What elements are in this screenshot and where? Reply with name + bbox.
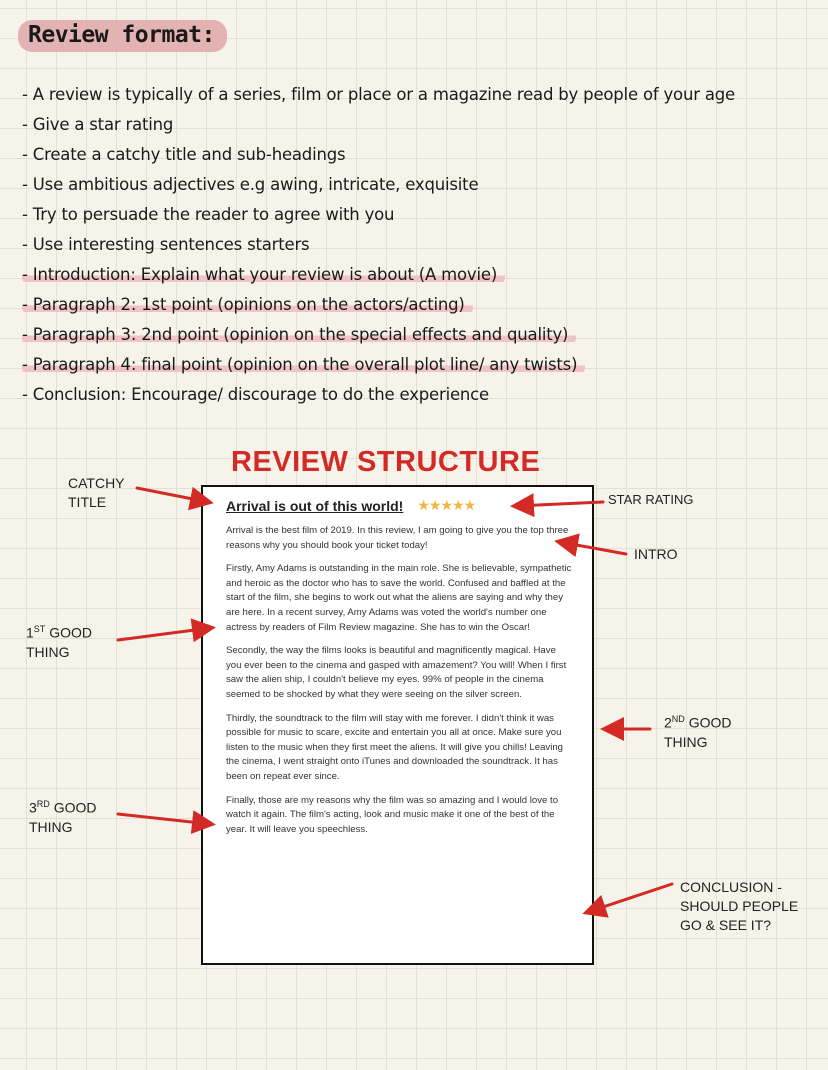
bullet-item: - Use ambitious adjectives e.g awing, intricate, exquisite xyxy=(22,175,479,194)
star-rating-icon: ★★★★★ xyxy=(417,497,476,513)
page-heading: Review format: xyxy=(18,20,227,52)
bullet-item-highlighted: - Paragraph 2: 1st point (opinions on the actors/acting) xyxy=(22,290,812,320)
bullet-item: - Create a catchy title and sub-headings xyxy=(22,145,346,164)
review-conclusion-paragraph: Finally, those are my reasons why the film was so amazing and I would love to watch it again. The film's acting, look and music make it one of the best of the year. It will leave you speechless. xyxy=(226,794,559,835)
bullet-item-highlighted: - Introduction: Explain what your review is about (A movie) xyxy=(22,260,812,290)
bullet-item: - Conclusion: Encourage/ discourage to do the experience xyxy=(22,385,489,404)
arrow-star-rating xyxy=(516,502,603,506)
review-paragraph-3: Thirdly, the soundtrack to the film will stay with me forever. I didn't think it was possible for music to scare, excite and entertain you all at once. Make sure you listen to the music when they first meet the aliens. It will give you chills! Leaving the cinema, I went straight onto iTunes and downloaded the soundtrack. It has been on repeat ever since. xyxy=(226,712,564,782)
label-first-good-thing: 1ST GOOD THING xyxy=(26,624,92,660)
label-star-rating: STAR RATING xyxy=(608,492,694,507)
review-structure-title: REVIEW STRUCTURE xyxy=(231,446,541,478)
review-paragraph-2: Secondly, the way the films looks is beautiful and magnificently magical. Have you ever been to the cinema and gasped with amazement? You will! When I first saw the alien ship, I couldn't believe my eyes. 99% of people in the cinema seemed to be shocked by what they were seeing on the silver screen. xyxy=(226,645,567,700)
review-paragraph-1: Firstly, Amy Adams is outstanding in the main role. She is believable, sympathetic and heroic as the doctor who has to save the world. Confused and baffled at the start of the film, she begins to work out what the aliens are saying and why they are here. In a recent survey, Amy Adams was voted the world's number one actress by readers of Film Review magazine. She has to win the Oscar! xyxy=(226,563,572,633)
label-intro: INTRO xyxy=(634,546,678,562)
arrow-first-good xyxy=(118,628,210,640)
label-conclusion: CONCLUSION - SHOULD PEOPLE GO & SEE IT? xyxy=(680,879,799,933)
label-second-good-thing: 2ND GOOD THING xyxy=(664,714,732,750)
label-third-good-thing: 3RD GOOD THING xyxy=(29,799,97,835)
review-title: Arrival is out of this world! xyxy=(226,497,404,514)
arrow-catchy-title xyxy=(137,488,208,502)
arrow-intro xyxy=(560,542,626,554)
arrow-third-good xyxy=(118,814,210,824)
label-catchy-title: CATCHY TITLE xyxy=(68,475,125,510)
bullet-item: - A review is typically of a series, film or place or a magazine read by people of your age xyxy=(22,85,735,104)
bullet-item: - Give a star rating xyxy=(22,115,174,134)
bullet-item-highlighted: - Paragraph 3: 2nd point (opinion on the special effects and quality) xyxy=(22,320,812,350)
bullet-item: - Use interesting sentences starters xyxy=(22,235,310,254)
bullet-item-highlighted: - Paragraph 4: final point (opinion on the overall plot line/ any twists) xyxy=(22,350,812,380)
arrow-conclusion xyxy=(588,884,672,912)
review-intro-paragraph: Arrival is the best film of 2019. In this review, I am going to give you the top three reasons why you should book your ticket today! xyxy=(226,525,569,551)
bullet-item: - Try to persuade the reader to agree with you xyxy=(22,205,395,224)
